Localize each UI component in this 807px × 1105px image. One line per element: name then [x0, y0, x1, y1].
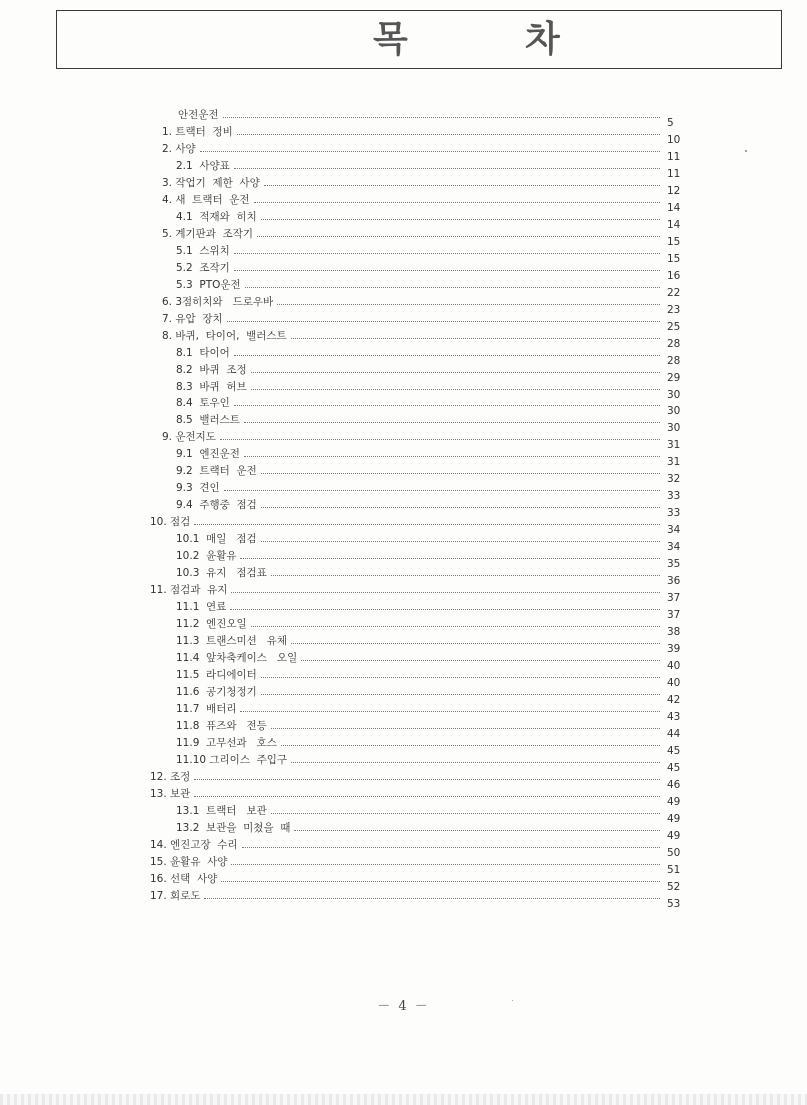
- toc-label: 2.1 사양표: [176, 159, 230, 172]
- toc-row: [150, 769, 664, 786]
- toc-label: 11.9 고무선과 호스: [176, 736, 277, 749]
- toc-page-number: 28: [667, 337, 681, 350]
- toc-row: [176, 446, 664, 463]
- toc-label: 16. 선택 사양: [150, 872, 218, 885]
- toc-leader-dots: [261, 667, 660, 678]
- toc-label: 안전운전: [178, 109, 219, 121]
- toc-label: 11.3 트랜스미션 유체: [176, 635, 288, 648]
- toc-row: [176, 803, 664, 820]
- toc-label: 11.6 공기청정기: [176, 685, 257, 698]
- toc-label: 11.8 퓨즈와 전등: [176, 719, 267, 732]
- toc-row: [176, 565, 664, 582]
- toc-page-number: 51: [667, 863, 681, 876]
- toc-leader-dots: [227, 311, 660, 322]
- toc-leader-dots: [251, 362, 660, 373]
- toc-leader-dots: [244, 412, 660, 423]
- toc-row: [150, 871, 664, 888]
- toc-leader-dots: [234, 158, 660, 169]
- toc-page-number: 12: [667, 184, 681, 197]
- toc-label: 8.5 밸러스트: [176, 414, 240, 427]
- toc-page-number: 34: [667, 541, 681, 554]
- toc-label: 6. 3점히치와 드로우바: [162, 295, 274, 308]
- toc-page-number: 37: [667, 592, 681, 605]
- toc-row: [176, 362, 664, 379]
- scan-edge: [0, 1094, 807, 1105]
- toc-leader-dots: [271, 718, 660, 729]
- toc-page-number: 33: [667, 490, 681, 503]
- toc-leader-dots: [245, 277, 660, 288]
- toc-page-number: 11: [667, 167, 681, 180]
- title-char-right: 차: [525, 19, 560, 60]
- toc-row: [150, 514, 664, 531]
- toc-row: [176, 412, 664, 429]
- toc-leader-dots: [261, 463, 660, 474]
- toc-leader-dots: [254, 192, 660, 203]
- toc-label: 11.1 연료: [176, 601, 227, 614]
- toc-row: [178, 107, 664, 124]
- toc-label: 2. 사양: [162, 142, 196, 155]
- toc-label: 14. 엔진고장 수리: [150, 838, 238, 851]
- toc-page-number: 23: [667, 303, 681, 316]
- toc-page-number: 16: [667, 269, 681, 282]
- toc-leader-dots: [291, 328, 660, 339]
- toc-leader-dots: [204, 888, 660, 899]
- toc-page-number: 14: [667, 218, 681, 231]
- toc-leader-dots: [294, 820, 660, 831]
- toc-label: 9.4 주행중 점검: [176, 499, 257, 512]
- toc-leader-dots: [194, 514, 660, 525]
- toc-page-number: 45: [667, 761, 681, 774]
- toc-row: [176, 735, 664, 752]
- toc-leader-dots: [261, 209, 660, 220]
- toc-row: [176, 395, 664, 412]
- toc-leader-dots: [237, 124, 660, 135]
- toc-row: [176, 650, 664, 667]
- toc-label: 10.3 유지 점검표: [176, 567, 267, 580]
- toc-page-number: 37: [667, 609, 681, 622]
- toc-leader-dots: [194, 769, 660, 780]
- toc-row: [176, 820, 664, 837]
- toc-page-number: 28: [667, 354, 681, 367]
- title-box: [56, 10, 782, 69]
- toc-label: 11.4 앞차축케이스 오일: [176, 652, 298, 665]
- toc-row: [176, 599, 664, 616]
- toc-page-number: 36: [667, 575, 681, 588]
- toc-label: 3. 작업기 제한 사양: [162, 176, 260, 189]
- toc-label: 7. 유압 장치: [162, 312, 223, 325]
- toc-page-number: 31: [667, 456, 681, 469]
- toc-page-number: 30: [667, 405, 681, 418]
- toc-label: 9.3 견인: [176, 482, 220, 495]
- toc-page-number: 30: [667, 388, 681, 401]
- toc-leader-dots: [277, 294, 660, 305]
- toc-label: 11.2 엔진오일: [176, 618, 247, 631]
- toc-row: [176, 209, 664, 226]
- toc-page-number: 45: [667, 744, 681, 757]
- scan-speck: [745, 150, 747, 152]
- toc-label: 4.1 적재와 히치: [176, 210, 257, 223]
- toc-page-number: 11: [667, 150, 681, 163]
- toc-leader-dots: [251, 379, 660, 390]
- toc-label: 5.3 PTO운전: [176, 278, 241, 291]
- toc-label: 11.7 배터리: [176, 702, 237, 715]
- toc-label: 8. 바퀴, 타이어, 밸러스트: [162, 329, 287, 342]
- toc-page-number: 52: [667, 880, 681, 893]
- toc-leader-dots: [291, 752, 660, 763]
- toc-row: [162, 124, 664, 141]
- toc-row: [162, 141, 664, 158]
- toc-page-number: 31: [667, 439, 681, 452]
- toc-label: 8.4 토우인: [176, 397, 230, 410]
- toc-label: 9. 운전지도: [162, 431, 216, 444]
- toc-row: [176, 667, 664, 684]
- toc-page-number: 49: [667, 812, 681, 825]
- toc-page-number: 22: [667, 286, 681, 299]
- toc-leader-dots: [223, 107, 660, 118]
- toc-row: [176, 480, 664, 497]
- toc-page-number: 50: [667, 846, 681, 859]
- toc-page-number: 46: [667, 778, 681, 791]
- toc-row: [176, 752, 664, 769]
- toc-label: 10.1 매일 점검: [176, 533, 257, 546]
- toc-row: [150, 837, 664, 854]
- toc-row: [162, 226, 664, 243]
- toc-row: [176, 158, 664, 175]
- toc-row: [150, 888, 664, 905]
- toc-row: [150, 854, 664, 871]
- toc-page-number: 39: [667, 643, 681, 656]
- toc-page-number: 42: [667, 693, 681, 706]
- toc-row: [176, 345, 664, 362]
- toc-leader-dots: [281, 735, 660, 746]
- toc-leader-dots: [224, 480, 660, 491]
- toc-page-number: 32: [667, 473, 681, 486]
- toc-leader-dots: [234, 243, 660, 254]
- toc-label: 5. 계기판과 조작기: [162, 227, 254, 240]
- toc-leader-dots: [244, 446, 660, 457]
- toc-row: [162, 328, 664, 345]
- toc-page-number: 5: [667, 117, 674, 129]
- toc-row: [150, 786, 664, 803]
- toc-leader-dots: [200, 141, 660, 152]
- toc-label: 10.2 윤활유: [176, 550, 237, 563]
- toc-leader-dots: [221, 871, 660, 882]
- toc-label: 12. 조정: [150, 770, 191, 783]
- toc-leader-dots: [234, 395, 660, 406]
- toc-leader-dots: [220, 429, 660, 440]
- toc-leader-dots: [271, 803, 660, 814]
- toc-page-number: 25: [667, 320, 681, 333]
- toc-row: [162, 294, 664, 311]
- toc-label: 4. 새 트랙터 운전: [162, 193, 250, 206]
- toc-page-number: 30: [667, 422, 681, 435]
- toc-label: 8.3 바퀴 허브: [176, 380, 247, 393]
- toc-leader-dots: [234, 260, 660, 271]
- toc-page-number: 15: [667, 235, 681, 248]
- toc-row: [162, 192, 664, 209]
- toc-page-number: 49: [667, 795, 681, 808]
- toc-page-number: 35: [667, 558, 681, 571]
- scan-speck: [512, 1000, 513, 1001]
- toc-row: [176, 379, 664, 396]
- toc-label: 9.2 트랙터 운전: [176, 465, 257, 478]
- toc-row: [176, 277, 664, 294]
- toc-leader-dots: [261, 497, 660, 508]
- toc-leader-dots: [261, 531, 660, 542]
- toc-row: [176, 531, 664, 548]
- toc-leader-dots: [231, 854, 660, 865]
- toc-label: 8.1 타이어: [176, 346, 230, 359]
- toc-row: [176, 463, 664, 480]
- toc-leader-dots: [240, 548, 660, 559]
- toc-label: 13. 보관: [150, 787, 191, 800]
- toc-row: [176, 701, 664, 718]
- toc-page-number: 14: [667, 201, 681, 214]
- toc-label: 9.1 엔진운전: [176, 448, 240, 461]
- toc-row: [162, 175, 664, 192]
- toc-page-number: 53: [667, 897, 681, 910]
- toc-page-number: 33: [667, 507, 681, 520]
- toc-leader-dots: [264, 175, 660, 186]
- toc-row: [176, 684, 664, 701]
- toc-page-number: 29: [667, 371, 681, 384]
- toc-label: 13.1 트랙터 보관: [176, 804, 267, 817]
- toc-leader-dots: [230, 599, 660, 610]
- toc-page-number: 44: [667, 727, 681, 740]
- toc-row: [176, 718, 664, 735]
- toc-row: [176, 260, 664, 277]
- toc-leader-dots: [231, 582, 660, 593]
- toc-label: 5.2 조작기: [176, 261, 230, 274]
- toc-leader-dots: [234, 345, 660, 356]
- toc-page-number: 38: [667, 626, 681, 639]
- toc-leader-dots: [242, 837, 660, 848]
- toc-leader-dots: [261, 684, 660, 695]
- toc-label: 1. 트랙터 정비: [162, 125, 233, 138]
- toc-row: [162, 311, 664, 328]
- toc-row: [176, 616, 664, 633]
- toc-label: 10. 점검: [150, 516, 191, 529]
- toc-leader-dots: [291, 633, 660, 644]
- toc-label: 8.2 바퀴 조정: [176, 363, 247, 376]
- toc-row: [150, 582, 664, 599]
- toc-label: 13.2 보관을 미쳤을 때: [176, 821, 291, 834]
- toc-page-number: 49: [667, 829, 681, 842]
- toc-row: [176, 243, 664, 260]
- toc-label: 11. 점검과 유지: [150, 584, 228, 597]
- toc-leader-dots: [271, 565, 660, 576]
- toc-label: 11.5 라디에이터: [176, 669, 257, 681]
- toc-page-number: 40: [667, 660, 681, 673]
- toc-row: [176, 497, 664, 514]
- page-number: － 4 －: [377, 999, 430, 1014]
- toc-row: [162, 429, 664, 446]
- toc-page-number: 15: [667, 252, 681, 265]
- toc-leader-dots: [301, 650, 660, 661]
- toc-leader-dots: [257, 226, 660, 237]
- toc-leader-dots: [194, 786, 660, 797]
- toc-label: 11.10 그리이스 주입구: [176, 753, 288, 766]
- toc-leader-dots: [240, 701, 660, 712]
- toc-page-number: 34: [667, 524, 681, 537]
- toc-page-number: 10: [667, 133, 681, 146]
- toc-row: [176, 548, 664, 565]
- toc-label: 15. 윤활유 사양: [150, 855, 228, 868]
- toc-page-number: 43: [667, 710, 681, 723]
- toc-label: 17. 회로도: [150, 889, 201, 902]
- toc-label: 5.1 스위치: [176, 244, 230, 257]
- toc-row: [176, 633, 664, 650]
- toc-leader-dots: [251, 616, 660, 627]
- toc-page-number: 40: [667, 677, 681, 689]
- title-char-left: 목: [373, 19, 410, 60]
